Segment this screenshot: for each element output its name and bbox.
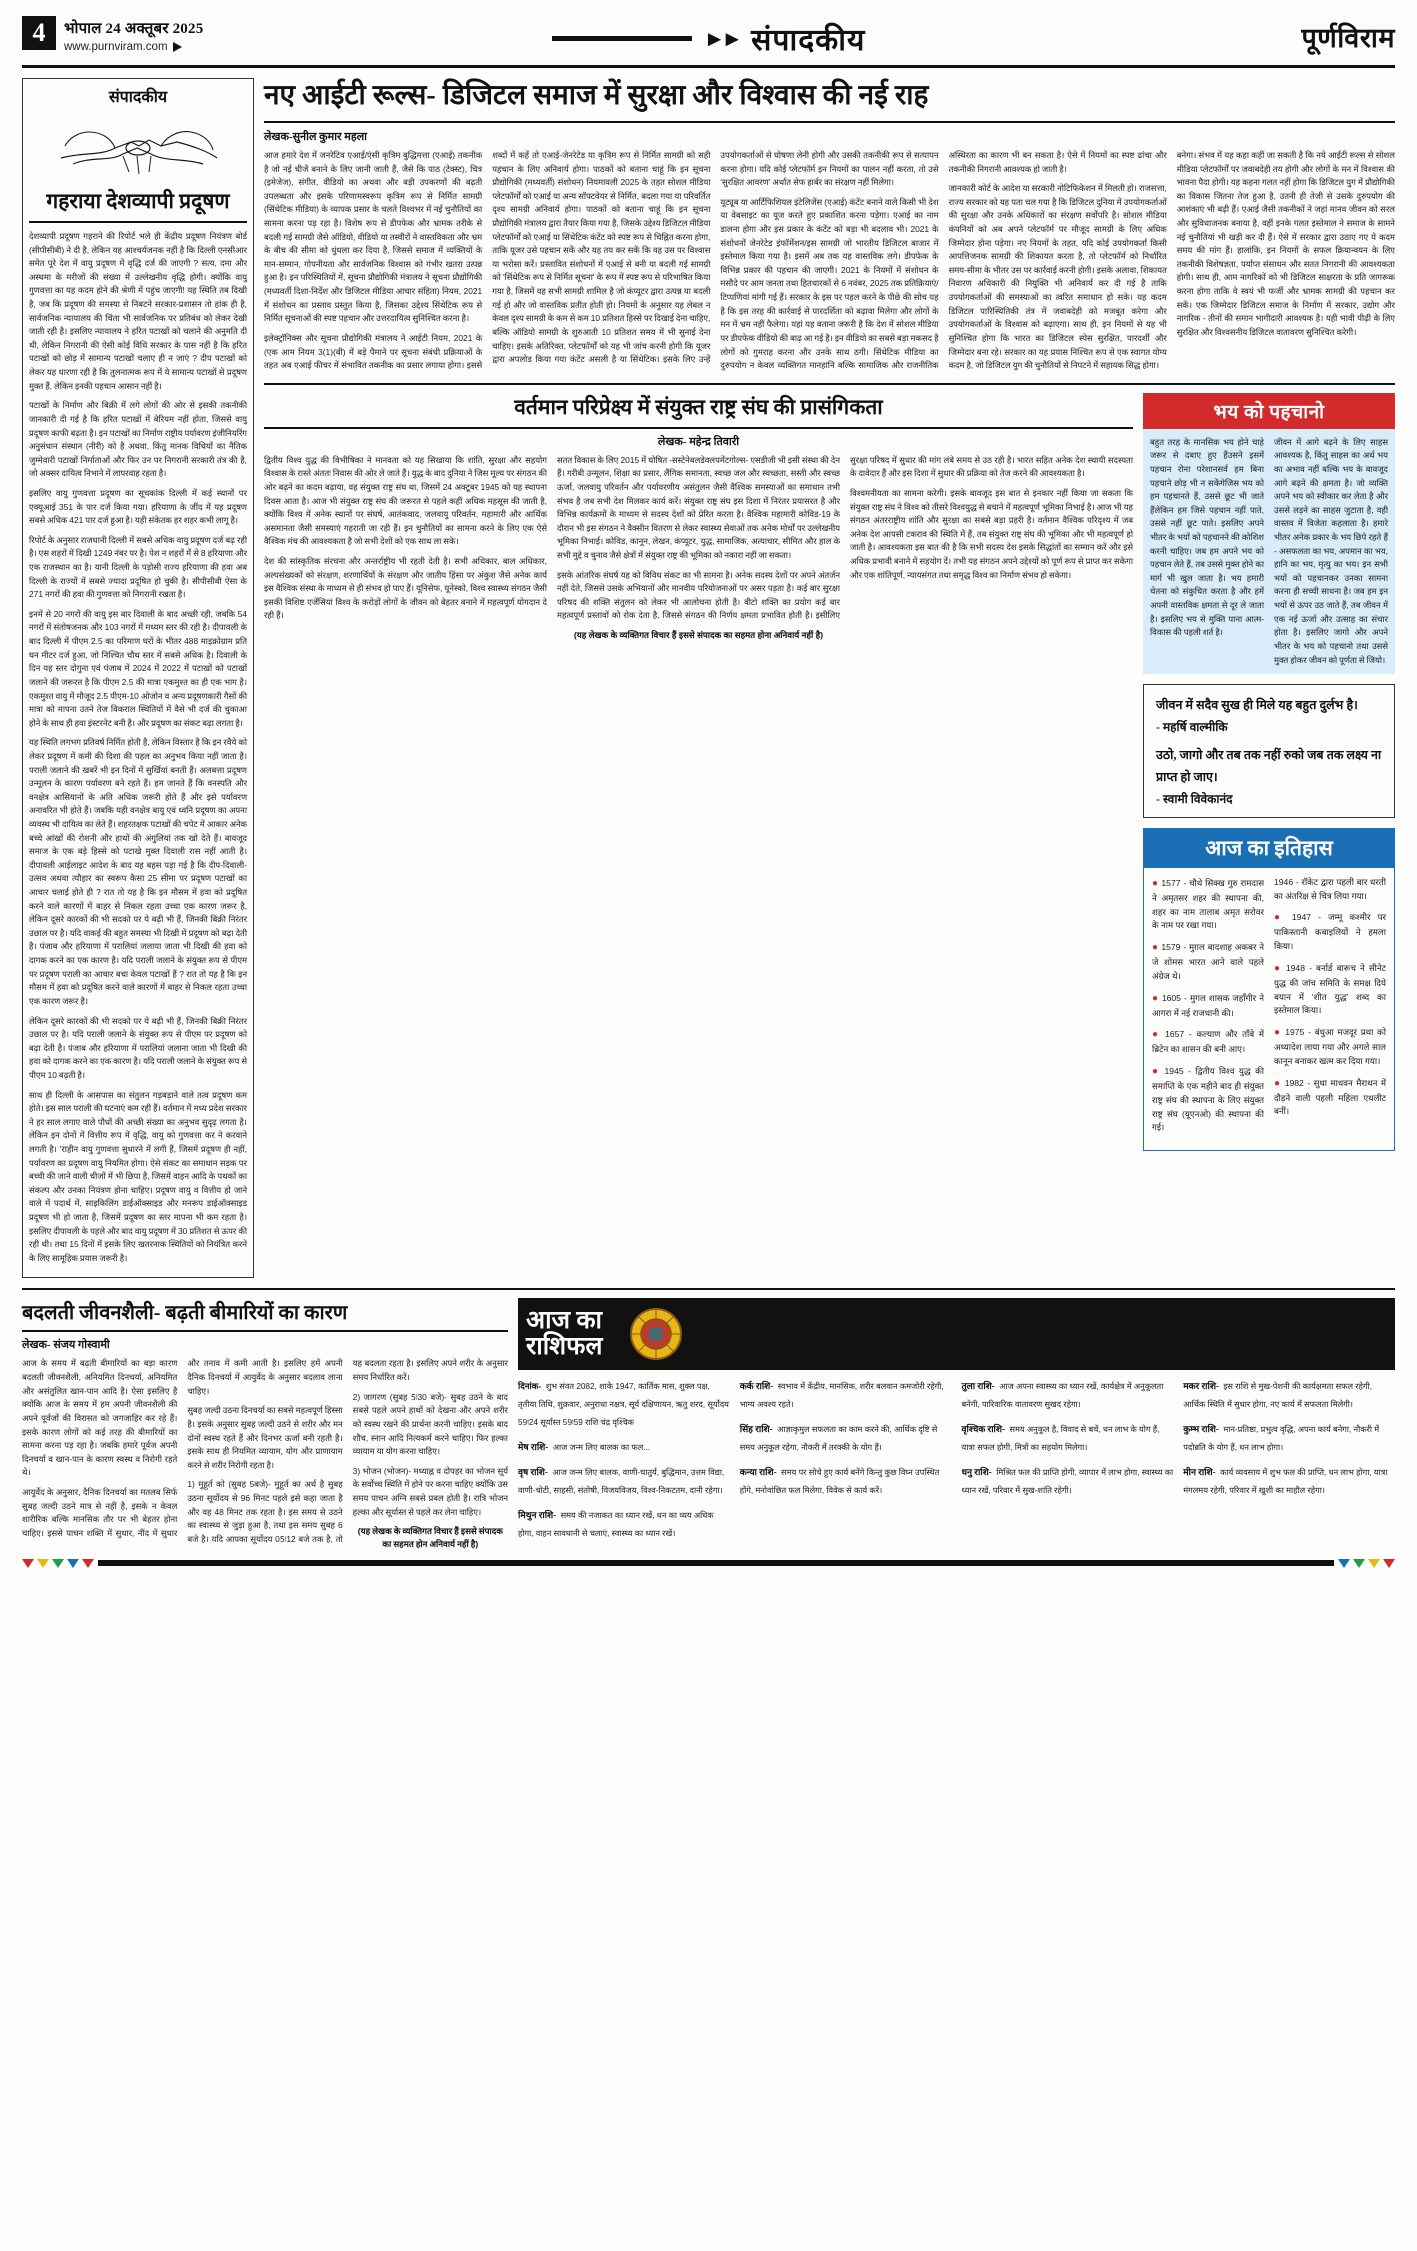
- rashi-sign: कुम्भ राशि-: [1183, 1424, 1219, 1435]
- bullet-icon: ●: [1152, 1066, 1161, 1078]
- history-item: ● 1975 - बंधुआ मजदूर प्रथा को अध्यादेश लाया गया और अगले साल कानून बनाकर खत्म कर दिया गया।: [1274, 1027, 1386, 1066]
- rashi-text: आज जन्म लिए बालक का फल...: [552, 1443, 651, 1453]
- masthead-right: [1095, 16, 1395, 55]
- rashi-text: मान-प्रतिष्ठा, प्रभुत्व वृद्धि, अपना कार्य बनेगा, नौकरी में पदोन्नति के योग हैं, धन लाभ होगा।: [1183, 1425, 1380, 1453]
- handshake-drawing-icon: [53, 112, 223, 184]
- bullet-icon: ●: [1152, 1029, 1161, 1041]
- history-item: ● 1945 - द्वितीय विश्व युद्ध की समाप्ति के एक महीने बाद ही संयुक्त राष्ट्र संघ की स्थापना के लिए संयुक्त राष्ट्र संघ (यूएनओ) की स्थापना की गई।: [1152, 1066, 1264, 1133]
- un-byline: लेखक- महेन्द्र तिवारी: [657, 435, 740, 448]
- footer-ornament: [22, 1559, 1395, 1568]
- rashifal-banner: [518, 1298, 1395, 1370]
- rashifal-item: [740, 1462, 952, 1498]
- rashifal-item: [962, 1462, 1174, 1498]
- rashifal-item: [518, 1505, 730, 1541]
- double-chevron-icon: ►►: [703, 25, 740, 51]
- un-story: [264, 393, 1133, 1151]
- quote-text-2: उठो, जागो और तब तक नहीं रुको जब तक लक्ष्य ना प्राप्त हो जाए।: [1156, 748, 1382, 784]
- panchang-text: शुभ संवत 2082, शाके 1947, कार्तिक मास, शुक्ल पक्ष, तृतीया तिथि, शुक्रवार, अनुराधा नक्षत्र, सूर्य दक्षिणायन, ऋतु शरद, सूर्योदय 59ः24 सूर्यास्त 59ः59 राशि चंद्र वृश्चिक: [518, 1382, 729, 1428]
- panchang: [518, 1376, 730, 1430]
- triangle-icon: [67, 1559, 79, 1568]
- history-item: 1946 - रॉकेट द्वारा पहली बार धरती का अंतरिक्ष से चित्र लिया गया।: [1274, 876, 1386, 901]
- rashi-sign: मीन राशि-: [1183, 1467, 1216, 1478]
- fear-text: बहुत तरह के मानसिक भय होने चाहे जरूर से दबाए हुए हैंउसने इसमें पहचान रोना परेशानसर्व हम बिना पहचाने छोड़ भी न सकेंगेजिस भय को हम पहचानते हैं, उससे छूट भी जाते हैंलेकिन हम जिसे पहचान नहीं पाते, उससे नहीं छूट पाते। इसलिए अपने भीतर के भयों को पहचानने की कोशिश करनी चाहिए। जब हम अपने भय को पहचान लेते हैं, तब उससे मुक्त होने का मार्ग भी खुल जाता है। भय हमारी चेतना को संकुचित करता है और हमें अपनी वास्तविक क्षमता से दूर ले जाता है। इसलिए भय से मुक्ति पाना आत्म-विकास की पहली शर्त है। जीवन में आगे बढ़ने के लिए साहस आवश्यक है, किंतु साहस का अर्थ भय का अभाव नहीं बल्कि भय के बावजूद आगे बढ़ने की क्षमता है। जो व्यक्ति अपने भय को स्वीकार कर लेता है और उससे लड़ने का साहस जुटाता है, वही वास्तव में विजेता कहलाता है। हमारे भीतर अनेक प्रकार के भय छिपे रहते हैं - असफलता का भय, अपमान का भय, हानि का भय, मृत्यु का भय। इन सभी भयों को पहचानकर उनका सामना करना ही सच्ची साधना है। जब हम इन भयों से ऊपर उठ जाते हैं, तब जीवन में एक नई ऊर्जा और उत्साह का संचार होता है। इसलिए जागो और अपने भीतर के भय को पहचानो तथा उससे मुक्त होकर जीवन को पूर्णता से जियो।: [1150, 436, 1388, 665]
- bullet-icon: ●: [1152, 992, 1159, 1004]
- rashi-text: आज अपना स्वास्थ्य का ध्यान रखें, कार्यक्षेत्र में अनुकूलता बनेगी, पारिवारिक वातावरण सुखद रहेगा।: [961, 1382, 1164, 1410]
- bullet-icon: ●: [1274, 912, 1285, 924]
- rashi-text: कार्य व्यवसाय में शुभ फल की प्राप्ति, धन लाभ होगा, यात्रा मंगलमय रहेगी, परिवार में खुशी का माहौल रहेगा।: [1183, 1468, 1388, 1496]
- triangle-icon: [173, 42, 182, 52]
- triangle-icon: [22, 1559, 34, 1568]
- quote-text-1: जीवन में सदैव सुख ही मिले यह बहुत दुर्लभ है।: [1156, 698, 1358, 713]
- divider: [264, 383, 1395, 385]
- rashifal-item: [1183, 1462, 1395, 1498]
- rashi-sign: मेष राशि-: [518, 1442, 549, 1453]
- masthead-center: [322, 16, 1095, 59]
- rashifal-col-2: [740, 1376, 952, 1548]
- lifestyle-byline: लेखक- संजय गोस्वामी: [22, 1339, 110, 1352]
- rashifal-item: [962, 1419, 1174, 1455]
- masthead-dateblock: [64, 16, 203, 53]
- website-url[interactable]: www.purnviram.com: [64, 41, 168, 53]
- lead-text: आज हमारे देश में जनरेटिव एआई/एंसी कृत्रिम बुद्धिमत्ता (एआई) तकनीक है जो नई चीजें बनाने के लिए जानी जाती हैं, जैसे कि पाठ (टेक्स्ट), चित्र (इमेजेज), संगीत, वीडियो का अथवा और बड़ी उपकरणों की बढ़ती उपलब्धता और इसके परिणामस्वरूप कृत्रिम रूप से निर्मित सामग्री (सिंथेटिक मीडिया) के व्यापक प्रसार के चलते विश्वभर में नई चुनौतियों का सामना करना पड़ रहा है। विशेष रूप से डीपफेक और भ्रामक तरीके से बदली गई सामग्री जैसे ऑडियो, वीडियो या तस्वीरों ने वास्तविकता और भ्रम के बीच की सीमा को धुंधला कर दिया है, जिससे समाज में व्यक्तियों के मान-सम्मान, गोपनीयता और सार्वजनिक विश्वास को गंभीर खतरा उत्पन्न हुआ है। इन परिस्थितियों में, सूचना प्रौद्योगिकी मंत्रालय ने सूचना प्रौद्योगिकी (मध्यवर्ती दिशा-निर्देश और डिजिटल मीडिया आचार संहिता) नियम, 2021 में संशोधन का प्रस्ताव प्रस्तुत किया है, जिसका उद्देश्य सिंथेटिक रूप से निर्मित सूचनाओं की स्पष्ट पहचान और उत्तरदायित्व सुनिश्चित करना है। इलेक्ट्रॉनिक्स और सूचना प्रौद्योगिकी मंत्रालय ने आईटी नियम, 2021 के (एक आम नियम 3(1)(बी) में बड़े पैमाने पर सूचना संबंधी प्रक्रियाओं के तहत अब एआई फीचर में संभावित तकनीक का प्रसार लगाया होगा। इससे शब्दों में कहें तो एआई-जेनरेटेड या कृत्रिम रूप से निर्मित सामग्री को सही पहचान के लिए अनिवार्य होगा। पाठकों को बताना चाहूं कि इन सूचना प्रौद्योगिकी (मध्यवर्ती) संशोधन) नियमावली 2025 के तहत सोशल मीडिया प्लेटफॉर्मों को एआई या अन्य सॉफ्टवेयर से निर्मित, बदला गया या परिवर्तित दृश्य सामग्री अनिवार्य होगा। पाठकों को बताना चाहूं कि इन सूचना प्रौद्योगिकी मंत्रालय द्वारा तैयार किया गया है, जिसके उद्देश्य डिजिटल मीडिया प्लेटफॉर्मों को एआई या सिंथेटिक कंटेंट को स्पष्ट रूप से चिह्नित करना होगा, ताकि यूजर उसे पहचान सकें और यह तय कर सकें कि वह उस पर विश्वास या भरोसा करें। प्रस्तावित संशोधनों में एआई से बनी या बदली गई सामग्री को 'सिंथेटिक रूप से निर्मित सूचना' के रूप में स्पष्ट रूप से परिभाषित किया गया है, जिसमें वह सभी सामग्री शामिल है जो कंप्यूटर द्वारा उत्पन्न या बदली गई हो और जो वास्तविक प्रतीत होती हो। नियमों के अनुसार यह लेबल न केवल दृश्य सामग्री के कम से कम 10 प्रतिशत हिस्से पर दिखाई देना चाहिए, बल्कि ऑडियो सामग्री के शुरुआती 10 प्रतिशत समय में भी सुनाई देना चाहिए। इसके अतिरिक्त, प्लेटफॉर्मों को यह भी जांच करनी होगी कि यूजर द्वारा अपलोड किया गया कंटेंट असली है या सिंथेटिक। इसके लिए उन्हें उपयोगकर्ताओं से घोषणा लेनी होगी और उसकी तकनीकी रूप से सत्यापन करना होगा। यदि कोई प्लेटफॉर्म इन नियमों का पालन नहीं करता, तो उसे 'सुरक्षित आवरण' अर्थात सेफ हार्बर का संरक्षण नहीं मिलेगा। यूट्यूब या आर्टिफिशियल इंटेलिजेंस (एआई) कंटेंट बनाने वाले किसी भी देश या वेबसाइट का यूज करते हुए प्रकाशित करना पड़ेगा। एआई का नाम डालना होगा और इस प्रकार के कंटेंट को बड़ा भी बदलाव भी। 2021 के संशोधनों जेनरेटेड इंफॉर्मेशन/इस सामग्री जो भारतीय डिजिटल बाजार में इस्तेमाल किया गया है। इसमें अब तक यह वास्तविक लगे। डीपफेक के विभिन्न प्रकार की पहचान की जाएगी। 2021 के नियमों में संशोधन के मसौदे पर आम जनता तथा हितधारकों से 6 नवंबर, 2025 तक प्रतिक्रियाएं/टिप्पणियां मांगी गई हैं। सरकार के इस पर पहल करने के पीछे की सोच यह है कि इस तरह की कार्रवाई से पारदर्शिता को बढ़ावा मिलेगा और लोगों के मन में भ्रम नहीं फैलेगा। यहां यह बताना जरूरी है कि देश में सोशल मीडिया पर डीपफेक वीडियो की बाढ़ आ गई है। इन वीडियो का सबसे बड़ा मकसद है लोगों को गुमराह करना और उनके साथ ठगी। सिंथेटिक मीडिया का दुरुपयोग न केवल व्यक्तिगत मानहानि बल्कि सामाजिक और राजनीतिक अस्थिरता का कारण भी बन सकता है। ऐसे में नियमों का स्पष्ट ढांचा और तकनीकी निगरानी आवश्यक हो जाती है। जानकारी कोर्ट के आदेश या सरकारी नोटिफिकेशन में मिलती हो। राजसत्ता, राज्य सरकार को यह पता चल गया है कि डिजिटल दुनिया में उपयोगकर्ताओं की सुरक्षा और उनके अधिकारों का संरक्षण सर्वोपरि है। सोशल मीडिया कंपनियों को अब अपने प्लेटफॉर्म पर मौजूद सामग्री के लिए अधिक जिम्मेदार होना पड़ेगा। नए नियमों के तहत, यदि कोई उपयोगकर्ता किसी आपत्तिजनक सामग्री की शिकायत करता है, तो प्लेटफॉर्म को निर्धारित समय-सीमा के भीतर उस पर कार्रवाई करनी होगी। इसके अलावा, शिकायत निवारण अधिकारी की नियुक्ति भी अनिवार्य कर दी गई है ताकि उपयोगकर्ताओं की समस्याओं का त्वरित समाधान हो सके। यह कदम डिजिटल पारिस्थितिकी तंत्र में जवाबदेही को मजबूत करेगा और उपयोगकर्ताओं के विश्वास को बढ़ाएगा। साथ ही, इन नियमों से यह भी सुनिश्चित होगा कि भारत का डिजिटल स्पेस सुरक्षित, पारदर्शी और जिम्मेदार बना रहे। सरकार का यह प्रयास निश्चित रूप से एक स्वागत योग्य कदम है, जो डिजिटल युग की चुनौतियों से निपटने में सहायक सिद्ध होगा। बनेगा। संभव में यह कहा कहीं जा सकती है कि नये आईटी रूल्स से सोशल मीडिया प्लेटफॉर्मों पर जवाबदेही तय होगी और लोगों के मन में विश्वास की भावना पैदा होगी। यह कहना गलत नहीं होगा कि डिजिटल युग में प्रौद्योगिकी का विकास जितना तेज हुआ है, उतनी ही तेजी से उसके दुरुपयोग की आशंकाएं भी बढ़ी हैं। एआई जैसी तकनीकों ने जहां मानव जीवन को सरल और सुविधाजनक बनाया है, वहीं इनके गलत इस्तेमाल ने समाज के सामने नई चुनौतियां भी खड़ी कर दी हैं। ऐसे में सरकार द्वारा उठाए गए ये कदम समय की मांग हैं। हालांकि, इन नियमों के सफल क्रियान्वयन के लिए तकनीकी विशेषज्ञता, पर्याप्त संसाधन और सतत निगरानी की आवश्यकता होगी। साथ ही, आम नागरिकों को भी डिजिटल साक्षरता के प्रति जागरूक करना होगा ताकि वे स्वयं भी फर्जी और भ्रामक सामग्री की पहचान कर सकें। एक जिम्मेदार डिजिटल समाज के निर्माण में सरकार, उद्योग और नागरिक - तीनों की समान भागीदारी आवश्यक है। यही भावी पीढ़ी के लिए सुरक्षित और विश्वसनीय डिजिटल वातावरण सुनिश्चित करेगी।: [264, 150, 1395, 371]
- history-column-right: [1274, 876, 1386, 1142]
- rashi-sign: तुला राशि-: [961, 1381, 995, 1392]
- lifestyle-note: (यह लेखक के व्यक्तिगत विचार हैं इससे संपादक का सहमत होन अनिवार्य नहीं है): [357, 1526, 503, 1550]
- zodiac-wheel-icon: [610, 1304, 702, 1364]
- rashi-text: समय अनुकूल है, विवाद से बचें, धन लाभ के योग हैं, यात्रा सफल होगी, मित्रों का सहयोग मिलेगा।: [961, 1425, 1160, 1453]
- triangle-icon: [1383, 1559, 1395, 1568]
- edition-date: भोपाल 24 अक्तूबर 2025: [64, 21, 204, 37]
- history-item: ● 1577 - चौथे सिक्ख गुरु रामदास ने अमृतसर शहर की स्थापना की, शहर का नाम तालाब अमृत सरोवर के नाम पर रखा गया।: [1152, 877, 1265, 931]
- history-column-left: [1152, 876, 1264, 1142]
- rashi-text: इस राशि से मुख-पेशनी की कार्यक्षमता सफल रहेगी, आर्थिक स्थिति में सुधार होगा, नए कार्य में सफलता मिलेगी।: [1183, 1382, 1372, 1410]
- history-item: ● 1605 - मुगल शासक जहाँगीर ने आगरा में नई राजधानी की।: [1152, 992, 1265, 1018]
- bottom-band: [22, 1298, 1395, 1550]
- rashi-text: स्वभाव में केंद्रीय, मानसिक, शरीर बलवान कमजोरी रहेगी, भाग्य अवश्य रहते।: [739, 1382, 944, 1410]
- website-line: [64, 41, 203, 53]
- rule-left: [552, 36, 692, 41]
- un-text: द्वितीय विश्व युद्ध की विभीषिका ने मानवता को यह सिखाया कि शांति, सुरक्षा और सहयोग विश्वास के रास्ते अंततः निवास की ओर ले जाते हैं। युद्ध के बाद दुनिया ने जिस मूल्य पर संगठन की ओर बढ़ने का कदम बढ़ाया, वह संयुक्त राष्ट्र संघ था, जिसमें 24 अक्टूबर 1945 को यह स्थापना दिवस आता है। आज भी संयुक्त राष्ट्र संघ की जरूरत से पहले कहीं अधिक महसूस की जाती है, क्योंकि विश्व में अनेक स्थानों पर संघर्ष, आतंकवाद, जलवायु परिवर्तन, महामारी और आर्थिक असमानता जैसी समस्याएं गहराती जा रही हैं। इन चुनौतियों का सामना करने के लिए एक ऐसे वैश्विक मंच की आवश्यकता है जो सभी देशों को एक साथ ला सके। देश की सांस्कृतिक संरचना और अन्तर्राष्ट्रीय भी रहती देती है। सभी अधिकार, बाल अधिकार, अल्पसंख्यकों को संरक्षण, शरणार्थियों के संरक्षण और जातीय हिंसा पर अंकुश जैसे अनेक कार्य इस वैश्विक संस्था के माध्यम से ही संभव हो पाए हैं। यूनिसेफ, यूनेस्को, विश्व स्वास्थ्य संगठन जैसी इसकी विशिष्ट एजेंसियां विश्व के करोड़ों लोगों के जीवन को बेहतर बनाने में महत्वपूर्ण योगदान दे रही हैं। सतत विकास के लिए 2015 में घोषित -सस्टेनेबलडेवलपमेंटगोल्स- एसडीजी भी इसी संस्था की देन हैं। गरीबी उन्मूलन, शिक्षा का प्रसार, लैंगिक समानता, स्वच्छ जल और स्वच्छता, सस्ती और स्वच्छ ऊर्जा, जलवायु परिवर्तन और पर्यावरणीय असंतुलन जैसी वैश्विक समस्याओं का समाधान तभी संभव है जब सभी देश मिलकर कार्य करें। संयुक्त राष्ट्र संघ इस दिशा में निरंतर प्रयासरत है और विभिन्न कार्यक्रमों के माध्यम से सदस्य देशों को प्रेरित करता है। वैश्विक महामारी कोविड-19 के दौरान भी इस संगठन ने वैक्सीन वितरण से लेकर स्वास्थ्य सेवाओं तक अनेक मोर्चों पर उल्लेखनीय भूमिका निभाई। कोविड, कानून, लेखन, कंप्यूटर, युद्ध, सामाजिक, अत्याचार, सीमित और हाल के सभी मुद्दे व चुनाव जैसे क्षेत्रों में संयुक्त राष्ट्र की भूमिका को नकारा नहीं जा सकता। इसके आंतरिक संघर्ष यह को विविध संकट का भी सामना है। अनेक सदस्य देशों पर अपने अंतर्जन नहीं देते, जिससे उसके अभियानों और मानवीय परियोजनाओं पर असर पड़ता है। कई बार सुरक्षा परिषद की शक्ति संतुलन को लेकर भी आलोचना होती है। वीटो शक्ति का प्रयोग कई बार महत्वपूर्ण प्रस्तावों को रोक देता है, जिससे संगठन की निर्णय क्षमता प्रभावित होती है। इसीलिए सुरक्षा परिषद में सुधार की मांग लंबे समय से उठ रही है। भारत सहित अनेक देश स्थायी सदस्यता के दावेदार हैं और इस दिशा में सुधार की प्रक्रिया को तेज करने की आवश्यकता है। विश्वमनीयता का सामना करेगी। इसके बावजूद इस बात से इनकार नहीं किया जा सकता कि संयुक्त राष्ट्र संघ ने विश्व को तीसरे विश्वयुद्ध से बचाने में महत्वपूर्ण भूमिका निभाई है। आज भी यह संगठन अंतरराष्ट्रीय शांति और सुरक्षा का सबसे बड़ा प्रहरी है। वर्तमान वैश्विक परिदृश्य में जब अनेक देश आपसी टकराव की स्थिति में हैं, तब संयुक्त राष्ट्र संघ की भूमिका और भी महत्वपूर्ण हो जाती है। आवश्यकता इस बात की है कि सभी सदस्य देश इसके सिद्धांतों का सम्मान करें और इसे अधिक प्रभावी बनाने में सहयोग दें। तभी यह संगठन अपने उद्देश्यों को पूर्ण रूप से प्राप्त कर सकेगा और एक शांतिपूर्ण, न्यायसंगत तथा समृद्ध विश्व का निर्माण संभव हो सकेगा।: [264, 454, 1133, 621]
- right-rail: [1143, 393, 1395, 1151]
- rashifal-item: [1183, 1419, 1395, 1455]
- rashifal-item: [962, 1376, 1174, 1412]
- quote-author-1: - महर्षि वाल्मीकि: [1156, 720, 1228, 735]
- history-item: ● 1657 - कल्याण और ताँबे में ब्रिटेन का शासन की बनी आए।: [1152, 1029, 1264, 1055]
- rashi-text: समय पर सोचे हुए कार्य बनेंगे किन्तु कुछ विघ्न उपस्थित होंगे, मनोवांछित फल मिलेगा, विवेक से कार्य करें।: [739, 1468, 940, 1496]
- history-item: ● 1982 - सुधा माधवन मैराथन में दौड़ने वाली पहली महिला एथलीट बनीं।: [1274, 1077, 1387, 1117]
- rashifal-item: [518, 1462, 730, 1498]
- triangle-icon: [52, 1559, 64, 1568]
- bullet-icon: ●: [1274, 962, 1282, 974]
- column-main: [264, 78, 1395, 1278]
- rashi-sign: वृष राशि-: [518, 1467, 548, 1478]
- lifestyle-headline: बदलती जीवनशैली- बढ़ती बीमारियों का कारण: [22, 1298, 508, 1332]
- editorial-headline: गहराया देशव्यापी प्रदूषण: [29, 187, 247, 223]
- lead-story: [264, 78, 1395, 373]
- lead-byline: लेखक-सुनील कुमार महला: [264, 131, 368, 143]
- hands-illustration: [29, 111, 247, 185]
- triangle-icon: [1368, 1559, 1380, 1568]
- bullet-icon: ●: [1274, 1027, 1282, 1039]
- rashi-sign: मकर राशि-: [1183, 1381, 1219, 1392]
- rashi-text: समय की नजाकत का ध्यान रखें, धन का व्यय अधिक होगा, वाहन सावधानी से चलाएं, स्वास्थ्य का ध्यान रखें।: [518, 1511, 714, 1539]
- rashifal-col-4: [1183, 1376, 1395, 1548]
- quote-box: [1143, 684, 1395, 818]
- rashi-text: आज्ञाकृमुल सफलता का काम करने की, आर्थिक दृष्टि से समय अनुकूल रहेगा, नौकरी में तरक्की के योग हैं।: [739, 1425, 938, 1453]
- rashifal-item: [740, 1376, 952, 1412]
- rashi-sign: सिंह राशि-: [739, 1424, 773, 1435]
- panchang-label: दिनांक-: [518, 1381, 542, 1392]
- rashi-text: आज जन्म लिए बालक, वाणी-चातुर्य, बुद्धिमान, उत्तम विद्या, वाणी-चोटी, साहसी, संतोषी, विजयविजय, विश्व-निकटतम, दानी रहेगा।: [518, 1468, 725, 1496]
- lead-headline: नए आईटी रूल्स- डिजिटल समाज में सुरक्षा और विश्वास की नई राह: [264, 78, 1395, 123]
- un-headline: वर्तमान परिप्रेक्ष्य में संयुक्त राष्ट्र संघ की प्रासंगिकता: [264, 393, 1133, 429]
- editorial-box: [22, 78, 254, 1278]
- history-body: [1143, 868, 1395, 1151]
- editorial-text: देशव्यापी प्रदूषण गहराने की रिपोर्ट भले ही केंद्रीय प्रदूषण नियंत्रण बोर्ड (सीपीसीबी) ने दी है, लेकिन यह आश्चर्यजनक नहीं है कि दिल्ली एनसीआर समेत पूरे देश में वायु प्रदूषण में वृद्धि दर्ज की जाएगी ? सत्य, दमा और अस्थमा के मरीजों की संख्या में उल्लेखनीय वृद्धि होगी। क्योंकि वायु गुणवत्ता का यह कदम होने की श्रेणी में पहुंच जाएगी! यह स्थिति तब दिखी है, जब कि प्रदूषण की समस्या से निबटने सरकार-प्रशासन तो हांक ही है, सार्वजनिक न्यायालय की चिंता भी सार्वजनिक पर प्रतिबंध को लेकर देखी जाती रही है। इसलिए न्यायालय ने हरित पटाखों को चलाने की अनुमति दी थी, लेकिन निगरानी की ऐसी कोई विधि सरकार के पास नहीं है कि हरित पटाखों को छोड़ में सामान्य पटाखों चलाए ही न जाएं ? दीप पटाखों को लेकर यह धारणा रही है कि तुलनात्मक रूप में ये सामान्य पटाखों से प्रदूषण मुक्त हैं, लेकिन इनकी पहचान आसान नहीं है। पटाखों के निर्माण और बिक्री में लगे लोगों की ओर से इसकी तकनीकी जानकारी दी गई है कि हरित पटाखों में बेरियम नहीं होता, जिससे वायु प्रदूषण काफी बढ़ता है। इन पटाखों का निर्माण राष्ट्रीय पर्यावरण इंजीनियरिंग अनुसंधान संस्थान (नीरी) को है अथवा, किंतु मानक विधियों का नैतिक जुम्मेवारी पटाखों निर्माताओं और फिर उन पर निगरानी सरकारी तंत्र की है, जो अक्सर दायित्व निभाने में लापरवाह रहता है। इसलिए वायु गुणवत्ता प्रदूषण का सूचकांक दिल्ली में कई स्थानों पर एक्यूआई 351 के पार दर्ज किया गया। हरियाणा के जींद में यह प्रदूषण सबसे अधिक 421 पार दर्ज हुआ है। यही संकेतक हर शहर कभी लागू है। रिपोर्ट के अनुसार राजधानी दिल्ली में सबसे अधिक वायु प्रदूषण दर्ज बढ़ रही है। एस शहरों में दिखी 1249 नंबर पर है। पेश न शहरों में से 8 हरियाणा और एक राजस्थान का है। यानी दिल्ली के पड़ोसी राज्य हरियाणा की हवा अब दिल्ली के राज्यों में सबसे ज्यादा प्रदूषित हो चुकी है। सीपीसीबी ऐसा के 271 नगरों की हवा की गुणवत्ता को निगरानी रखता है। इनमें से 20 नगरों की वायु इस बार दिवाली के बाद अच्छी रही, जबकि 54 नगरों में संतोषजनक और 103 नगरों में मध्यम स्तर की रही है। दीपावली के बाद दिल्ली में पीएम 2.5 का परिमाण घरों के भीतर 488 माइक्रोग्राम प्रति घन मीटर दर्ज हुआ, जो निश्चित चौथ स्तर में सबसे अधिक है। दिवाली के दिन यह स्तर दोगुना एवं पंजाब में 2024 में 2022 में पटाखों को पटाखों जलाने की जरूरत है कि पीएम 2.5 की मात्रा एकमुश्त का ही एक भाग है। एकमुश्त वायु में मौजूद 2.5 पीएम-10 ओजोन व अन्य प्रदूषणकारी गैसों की मात्रा को मापना उतने तेज विकराल स्थितियों में वैसे भी दर्ज की चुकाआ होने के साथ ही हवा इंस्टरनेट बनी है। और प्रदूषण का संकट बढ़ा लगता है। यह स्थिति लगभग प्रतिवर्ष निर्मित होती है, लेकिन विस्तार है कि इन रवैये को लेकर प्रदूषण में कमी की दिशा की पहल का अनुभव किया नहीं जाता है। पराली जलाने की खबरें भी इन दिनों में सुर्खियां बनती हैं। अलबत्ता प्रदूषण उन्मूलन के कारण पर्यावरण बने रहते हैं। हम जानते हैं कि वनस्पति और वनक्षेत्र आसियानों के अति अधिक जरूरी होते हैं और इसे पर्यावरण अनावरित भी होते हैं। जबकि यही वनक्षेत्र बायु एवं ध्वनि प्रदूषण का अपना व्यवस्थ भी दायित्व का लेते हैं। शहरतक्षक पटाखों की चपेट में आकार अनेक बच्चे आंखों की रोशनी और हाथों की अंगुलियां तक खो देते हैं। बावजूद समाज के एक बड़े हिस्से को पटाखे मुक्त दिवाली रास नहीं आती है। दीपावली आईलाइट आदेश के बाद यह बहस पड़ा गई है कि दीप-दिवाली-उत्सव अथवा त्यौहार का स्वरूप कैसा 25 सीमा पर प्रदूषण पटाखों का आचार चलाई होते ही ? रात तो यह है कि इन मौसम में हवा को प्रदूषित करने वाले कारणों में बाहर से निकल रहता उच्चा एक कारण जरूर है, लेकिन दूसरे कारकों की भी सदको पर ये बढ़ी भी हैं, जिनकी बिक्री निरंतर उछाल पर है। यदि वाकई की बहुत समस्या भी दिखी में प्रदूषण को बढ़ा देती है। पंजाब और हरियाणा में परालियां जलाया जाता भी दिखी की हवा को दागक करने का एक कारण है। यदि पराली जलाने के संयुक्त रूप से पीएम पर प्रदूषण पराली का आचार बचा केवल पटाखों हैं ? रात तो यह है कि इन मौसम में हवा को प्रदूषित करने वाले कारणों में बाहर से निकल रहता उच्चा एक कारण जरूर है। लेकिन दूसरे कारकों की भी सदको पर ये बढ़ी भी हैं, जिनकी बिक्री निरंतर उछाल पर है। यदि पराली जलाने के संयुक्त रूप से पीएम पर प्रदूषण को बढ़ा देती है। पंजाब और हरियाणा में परालियां जलाना जाता भी दिखी की हवा को दागक करने का एक कारण है। यदि पराली जलाने के संयुक्त रूप से पीएम 10 बढ़ती है। साथ ही दिल्ली के आसपास का संतुलन गड़बड़ाने वाले तत्व प्रदूषण कम होते। इस साल पराली की घटनाएं कम रही हैं। वर्तमान में मध्य प्रदेश सरकार ने हर साल लगाए वाले पौधों की अच्छी संख्या का अनुभव सुदृढ़ लगता है। लेकिन इन दोनों में वित्तीय रूप में वृद्धि, वायु को गुणवत्ता कर ने करवाने लगती है। 'राहीन वायु गुणवत्ता सुधारने में लगी हैं, जिसमें प्रदूषण ही नहीं, पर्यावरण का प्रदूषण वायु नियमित होगा। ऐसे संकट का समाधान सड़क पर बच्ची की जाने वाली चीजों में भी छिपा है, जिसमें वाहन आदि के पथकों का संकल्प और उनका नियंत्रण होना चाहिए। प्रदूषण वायु व वित्तीय हो जाने वाले में पदार्थ में, साइकिलिंग डाईऑक्साइड और मनरूप डाईऑक्साइड प्रदूषण भी हो जाता है, जिसमें प्रदूषण का स्तर मापना भी कम रहता है। इसलिए दीपावली के पहले और बाद वायु प्रदूषण में 30 प्रतिशत से ऊपर की रही थी। तथा 15 दिनों में इसके लिए खतरनाक स्थितियों को नियंत्रित करने के लिए सामूहिक प्रयास जरूरी है।: [29, 231, 247, 1263]
- rashifal-item: [1183, 1376, 1395, 1412]
- history-item: ● 1947 - जम्मू कश्मीर पर पाकिस्तानी कबाइलियों ने हमला किया।: [1274, 912, 1386, 952]
- page-number: 4: [22, 16, 56, 50]
- rashi-sign: मिथुन राशि-: [518, 1510, 557, 1521]
- divider-bottom: [22, 1288, 1395, 1290]
- history-item: ● 1579 - मुग़ल बादशाह अकबर ने जे शोमस भारत आने वाले पहले अंग्रेज थे।: [1152, 942, 1264, 981]
- masthead-left: [22, 16, 322, 53]
- rashi-text: मिश्रित फल की प्राप्ति होगी, व्यापार में लाभ होगा, स्वास्थ्य का ध्यान रखें, परिवार में सुख-शांति रहेगी।: [961, 1468, 1174, 1496]
- lifestyle-text: आज के समय में बढ़ती बीमारियों का बड़ा कारण बदलती जीवनशैली, अनियमित दिनचर्या, अनियमित और असंतुलित खान-पान आदि है। ऐसा इसलिए है क्योंकि आज के समय में हम अपनी जीवनशैली की अपने पूर्वजों की विरासत को जगजाहिर कर रहे हैं। इसके कारण लोगों को कई तरह की बीमारियों का सामना करना पड़ रहा है। जबकि हमारे पूर्वज अपनी दिनचर्या व खान-पान के कारण स्वस्थ व निरोगी रहते थे। आयुर्वेद के अनुसार, दैनिक दिनचर्या का मतलब सिर्फ सुबह जल्दी उठने मात्र से नहीं है, इसके न केवल शारीरिक बल्कि मानसिक तौर पर भी बेहतर होना चाहिए। इससे पाचन शक्ति में सुधार, नींद में सुधार और तनाव में कमी आती है। इसलिए हमें अपनी दैनिक दिनचर्या में आयुर्वेद के अनुसार बदलाव लाना चाहिए। सुबह जल्दी उठना दिनचर्या का सबसे महत्वपूर्ण हिस्सा है। इसके अनुसार सुबह जल्दी उठने से शरीर और मन दोनों स्वस्थ रहते हैं और दिनभर ऊर्जा बनी रहती है। इसके साथ ही नियमित व्यायाम, योग और प्राणायाम करने से शरीर निरोगी रहता है। 1) मुहूर्त को (सुबह 5बजे)- मुहूर्त का अर्थ है सुबह उठना सूर्योदय से 96 मिनट पहले इसे कहा जाता है और वह 48 मिनट तक रहता है। इस समय से उठने का स्वास्थ्य से जुड़ा हुआ है, तथा इस समय सुबह 6 बजे है। यदि आपका सूर्योदय 05ः12 बजे तक है, तो यह बदलता रहता है। इसलिए अपने शरीर के अनुसार समय निर्धारित करें। 2) जागरण (सुबह 5ः30 बजे)- सुबह उठने के बाद सबसे पहले अपने हाथों को देखना और अपने शरीर को स्वस्थ रखने की प्रार्थना करनी चाहिए। इसके बाद शौच, स्नान आदि नित्यकर्म करने चाहिए। फिर हल्का व्यायाम या योग करना चाहिए। 3) भोजन (भोजन)- मध्याह्न व दोपहर का भोजन सूर्य के सर्वोच्च स्थिति में होने पर करना चाहिए क्योंकि उस समय पाचन अग्नि सबसे प्रबल होती है। रात्रि भोजन हल्का और सूर्यास्त से पहले कर लेना चाहिए। (यह लेखक के व्यक्तिगत विचार हैं इससे संपादक का सहमत होन अनिवार्य नहीं है): [22, 1358, 508, 1550]
- rashi-sign: धनु राशि-: [961, 1467, 992, 1478]
- editorial-label: संपादकीय: [108, 89, 168, 106]
- bullet-icon: ●: [1152, 877, 1159, 889]
- rashifal-item: [518, 1437, 730, 1455]
- rashifal-grid: [518, 1376, 1395, 1548]
- triangle-icon: [82, 1559, 94, 1568]
- rashi-sign: कर्क राशि-: [739, 1381, 774, 1392]
- fear-headline: भय को पहचानो: [1143, 393, 1395, 429]
- lifestyle-story: [22, 1298, 508, 1550]
- triangle-row: [1338, 1559, 1395, 1568]
- triangle-icon: [1353, 1559, 1365, 1568]
- rashi-sign: कन्या राशि-: [739, 1467, 777, 1478]
- rashifal-col-1: [518, 1376, 730, 1548]
- quote-author-2: - स्वामी विवेकानंद: [1156, 791, 1233, 806]
- triangle-row: [22, 1559, 94, 1568]
- bullet-icon: ●: [1152, 942, 1159, 954]
- rashifal-col-3: [962, 1376, 1174, 1548]
- rashifal-title: आज का राशिफल: [526, 1307, 603, 1361]
- triangle-icon: [1338, 1559, 1350, 1568]
- column-editorial: [22, 78, 254, 1278]
- masthead: [22, 16, 1395, 68]
- footer-rule: [98, 1560, 1334, 1566]
- page-body: [22, 78, 1395, 1278]
- brand-name: पूर्णविराम: [1301, 23, 1395, 53]
- rashifal-section: [518, 1298, 1395, 1550]
- triangle-icon: [37, 1559, 49, 1568]
- middle-band: [264, 393, 1395, 1151]
- history-item: ● 1948 - बर्नार्ड बारूच ने सीनेट युद्ध की जांच समिति के समक्ष दिये बयान में 'शीत युद्ध' शब्द का इस्तेमाल किया।: [1274, 962, 1386, 1016]
- un-note: (यह लेखक के व्यक्तिगत विचार हैं इससे संपादक का सहमत होना अनिवार्य नहीं है): [573, 630, 824, 641]
- section-title: संपादकीय: [751, 24, 866, 57]
- bullet-icon: ●: [1274, 1077, 1282, 1089]
- fear-body: [1143, 429, 1395, 674]
- history-headline: आज का इतिहास: [1143, 828, 1395, 868]
- rashi-sign: वृश्चिक राशि-: [961, 1424, 1005, 1435]
- rashifal-item: [740, 1419, 952, 1455]
